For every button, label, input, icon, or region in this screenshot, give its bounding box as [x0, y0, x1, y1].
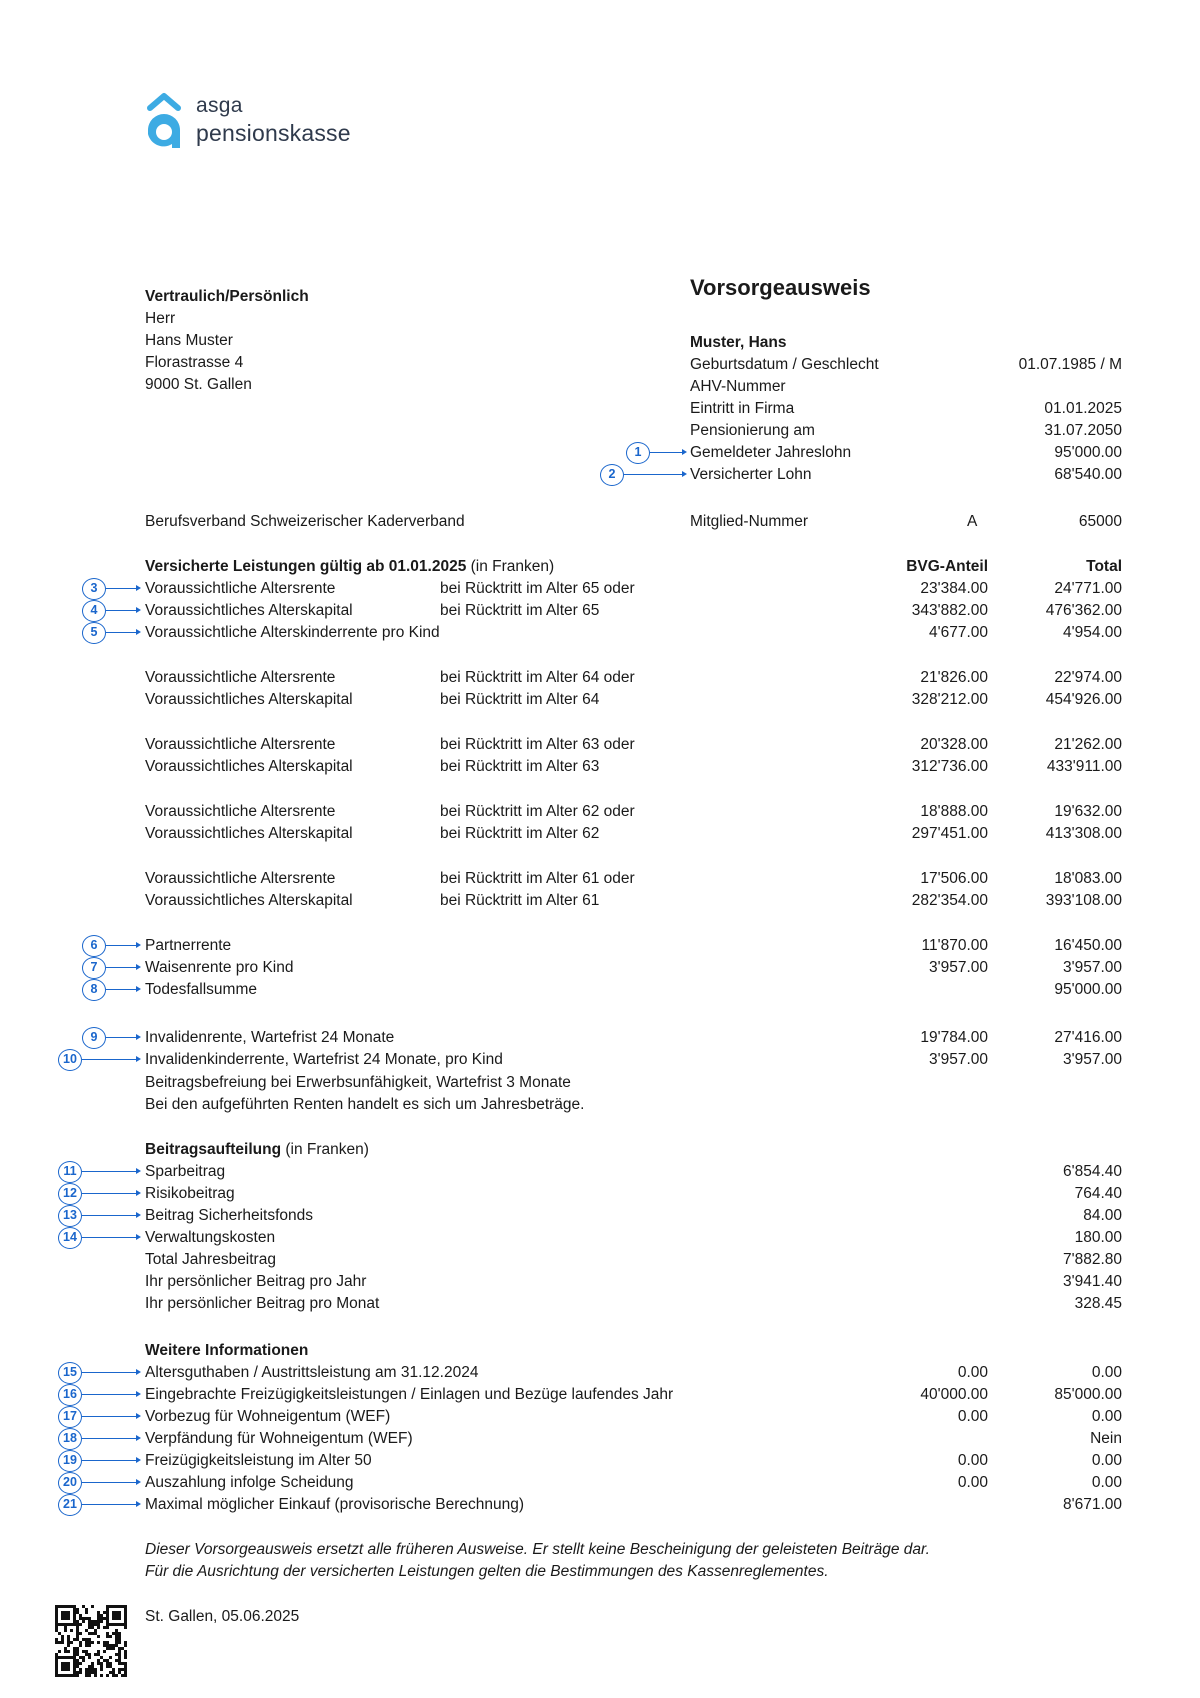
arrow-right-icon — [136, 1234, 141, 1240]
arrow-right-icon — [682, 471, 687, 477]
salutation: Herr — [145, 310, 176, 327]
arrow-right-icon — [136, 1190, 141, 1196]
reference-number-badge: 11 — [58, 1161, 82, 1183]
reference-marker — [0, 1205, 145, 1227]
benefit-bvg-value: 11'870.00 — [921, 937, 988, 954]
contribution-row — [0, 1249, 1200, 1271]
benefit-condition: bei Rücktritt im Alter 62 — [440, 825, 600, 842]
reference-arrow-line — [106, 945, 136, 946]
benefit-bvg-value: 17'506.00 — [920, 870, 988, 887]
arrow-right-icon — [136, 1034, 141, 1040]
benefit-row — [0, 823, 1200, 845]
reference-number-badge: 12 — [58, 1183, 82, 1205]
insured-name: Muster, Hans — [690, 334, 787, 351]
arrow-right-icon — [136, 1168, 141, 1174]
reference-marker — [0, 1183, 145, 1205]
benefit-condition: bei Rücktritt im Alter 64 oder — [440, 669, 635, 686]
reference-marker — [0, 1161, 145, 1183]
benefit-row — [0, 935, 1200, 957]
asga-logo — [142, 90, 402, 160]
reference-number-badge: 18 — [58, 1428, 82, 1450]
qr-code-icon — [55, 1605, 127, 1677]
person-field-value: 31.07.2050 — [1044, 422, 1122, 439]
reference-arrow-line — [106, 1037, 136, 1038]
further-info-label: Altersguthaben / Austrittsleistung am 31.12.2024 — [145, 1364, 479, 1381]
reference-arrow-line — [82, 1059, 136, 1060]
benefit-total-value: 3'957.00 — [1063, 959, 1122, 976]
benefit-bvg-value: 4'677.00 — [929, 624, 988, 641]
footer-disclaimer-2: Für die Ausrichtung der versicherten Leistungen gelten die Bestimmungen des Kassenreglementes. — [145, 1563, 829, 1580]
benefit-row — [0, 578, 1200, 600]
recipient-name: Hans Muster — [145, 332, 233, 349]
reference-number-badge: 10 — [58, 1049, 82, 1071]
further-info-label: Auszahlung infolge Scheidung — [145, 1474, 354, 1491]
person-field-label: Versicherter Lohn — [690, 466, 812, 483]
further-info-total-value: 0.00 — [1091, 1474, 1122, 1491]
reference-arrow-line — [82, 1438, 136, 1439]
further-info-label: Verpfändung für Wohneigentum (WEF) — [145, 1430, 413, 1447]
arrow-right-icon — [136, 629, 141, 635]
benefit-bvg-value: 312'736.00 — [911, 758, 988, 775]
arrow-right-icon — [136, 1413, 141, 1419]
reference-number-badge: 6 — [82, 935, 106, 957]
reference-arrow-line — [82, 1460, 136, 1461]
benefit-label: Voraussichtliche Altersrente — [145, 580, 336, 597]
arrow-right-icon — [136, 1369, 141, 1375]
further-info-heading: Weitere Informationen — [145, 1342, 309, 1359]
person-field-label: Geburtsdatum / Geschlecht — [690, 356, 879, 373]
benefit-row — [0, 868, 1200, 890]
benefit-label: Waisenrente pro Kind — [145, 959, 294, 976]
benefit-total-value: 3'957.00 — [1063, 1051, 1122, 1068]
arrow-right-icon — [136, 1391, 141, 1397]
contribution-label: Verwaltungskosten — [145, 1229, 276, 1246]
benefit-label: Invalidenrente, Wartefrist 24 Monate — [145, 1029, 395, 1046]
benefits-note-annual: Bei den aufgeführten Renten handelt es sich um Jahresbeträge. — [145, 1096, 585, 1113]
further-info-row — [0, 1494, 1200, 1516]
place-date: St. Gallen, 05.06.2025 — [145, 1608, 300, 1625]
benefit-label: Voraussichtliches Alterskapital — [145, 825, 353, 842]
arrow-right-icon — [136, 1435, 141, 1441]
benefit-condition: bei Rücktritt im Alter 64 — [440, 691, 600, 708]
benefit-row — [0, 600, 1200, 622]
benefit-bvg-value: 18'888.00 — [920, 803, 988, 820]
contribution-label: Beitrag Sicherheitsfonds — [145, 1207, 314, 1224]
contribution-label: Ihr persönlicher Beitrag pro Monat — [145, 1295, 380, 1312]
benefit-bvg-value: 282'354.00 — [911, 892, 988, 909]
reference-arrow-line — [650, 452, 682, 453]
further-info-row — [0, 1384, 1200, 1406]
column-header-bvg: BVG-Anteil — [906, 558, 988, 575]
arrow-right-icon — [136, 964, 141, 970]
reference-marker — [0, 1027, 145, 1049]
benefit-bvg-value: 19'784.00 — [920, 1029, 988, 1046]
reference-marker — [0, 1227, 145, 1249]
contribution-row — [0, 1227, 1200, 1249]
reference-number-badge: 21 — [58, 1494, 82, 1516]
reference-number-badge: 16 — [58, 1384, 82, 1406]
reference-number-badge: 4 — [82, 600, 106, 622]
reference-arrow-line — [106, 610, 136, 611]
arrow-right-icon — [136, 1479, 141, 1485]
benefit-total-value: 27'416.00 — [1054, 1029, 1122, 1046]
benefits-heading-bold: Versicherte Leistungen gültig ab 01.01.2025 — [145, 558, 467, 575]
reference-arrow-line — [82, 1193, 136, 1194]
reference-arrow-line — [82, 1215, 136, 1216]
benefit-row — [0, 667, 1200, 689]
benefit-total-value: 413'308.00 — [1045, 825, 1122, 842]
reference-arrow-line — [624, 474, 682, 475]
reference-number-badge: 14 — [58, 1227, 82, 1249]
reference-arrow-line — [106, 967, 136, 968]
contribution-label: Risikobeitrag — [145, 1185, 235, 1202]
benefit-label: Voraussichtliche Alterskinderrente pro Kind — [145, 624, 440, 641]
benefits-heading — [145, 556, 554, 578]
reference-marker — [0, 957, 145, 979]
reference-marker — [0, 600, 145, 622]
contribution-row — [0, 1205, 1200, 1227]
reference-arrow-line — [82, 1482, 136, 1483]
reference-number-badge: 8 — [82, 979, 106, 1001]
benefit-bvg-value: 3'957.00 — [929, 1051, 988, 1068]
benefit-bvg-value: 21'826.00 — [920, 669, 988, 686]
logo-text-pensionskasse: pensionskasse — [196, 120, 351, 146]
arrow-right-icon — [136, 1457, 141, 1463]
further-info-bvg-value: 0.00 — [957, 1474, 988, 1491]
benefit-condition: bei Rücktritt im Alter 61 — [440, 892, 600, 909]
arrow-right-icon — [136, 986, 141, 992]
arrow-right-icon — [136, 942, 141, 948]
benefit-row — [0, 756, 1200, 778]
benefit-total-value: 95'000.00 — [1054, 981, 1122, 998]
benefit-label: Voraussichtliches Alterskapital — [145, 758, 353, 775]
recipient-street: Florastrasse 4 — [145, 354, 244, 371]
arrow-right-icon — [136, 1056, 141, 1062]
benefit-row — [0, 801, 1200, 823]
contribution-value: 764.40 — [1074, 1185, 1122, 1202]
contribution-value: 7'882.80 — [1063, 1251, 1122, 1268]
reference-arrow-line — [106, 989, 136, 990]
reference-marker — [0, 1428, 145, 1450]
reference-marker — [0, 1494, 145, 1516]
arrow-right-icon — [682, 449, 687, 455]
further-info-total-value: Nein — [1090, 1430, 1122, 1447]
reference-marker — [0, 979, 145, 1001]
benefit-label: Voraussichtliche Altersrente — [145, 803, 336, 820]
reference-marker — [0, 1406, 145, 1428]
contribution-value: 6'854.40 — [1063, 1163, 1122, 1180]
benefit-total-value: 16'450.00 — [1054, 937, 1122, 954]
benefit-bvg-value: 297'451.00 — [911, 825, 988, 842]
benefit-row — [0, 979, 1200, 1001]
benefit-bvg-value: 328'212.00 — [911, 691, 988, 708]
benefit-row — [0, 689, 1200, 711]
benefit-condition: bei Rücktritt im Alter 65 — [440, 602, 600, 619]
arrow-right-icon — [136, 607, 141, 613]
benefit-condition: bei Rücktritt im Alter 65 oder — [440, 580, 635, 597]
further-info-row — [0, 1428, 1200, 1450]
reference-marker — [0, 578, 145, 600]
benefit-total-value: 21'262.00 — [1054, 736, 1122, 753]
person-field-label: Eintritt in Firma — [690, 400, 795, 417]
reference-number-badge: 15 — [58, 1362, 82, 1384]
further-info-bvg-value: 0.00 — [957, 1452, 988, 1469]
reference-arrow-line — [106, 588, 136, 589]
benefit-total-value: 19'632.00 — [1054, 803, 1122, 820]
benefit-condition: bei Rücktritt im Alter 62 oder — [440, 803, 635, 820]
person-field-label: Pensionierung am — [690, 422, 815, 439]
contribution-row — [0, 1183, 1200, 1205]
further-info-row — [0, 1362, 1200, 1384]
contribution-value: 328.45 — [1074, 1295, 1122, 1312]
member-class: A — [967, 513, 978, 530]
benefit-label: Partnerrente — [145, 937, 232, 954]
reference-marker — [0, 1049, 145, 1071]
further-info-row — [0, 1406, 1200, 1428]
reference-number-badge: 5 — [82, 622, 106, 644]
benefit-total-value: 476'362.00 — [1045, 602, 1122, 619]
benefit-condition: bei Rücktritt im Alter 61 oder — [440, 870, 635, 887]
benefit-label: Voraussichtliche Altersrente — [145, 669, 336, 686]
contribution-value: 84.00 — [1083, 1207, 1122, 1224]
further-info-total-value: 0.00 — [1091, 1452, 1122, 1469]
benefit-bvg-value: 343'882.00 — [911, 602, 988, 619]
benefit-total-value: 454'926.00 — [1045, 691, 1122, 708]
logo-text-asga: asga — [196, 94, 243, 117]
benefit-label: Voraussichtliches Alterskapital — [145, 892, 353, 909]
benefit-total-value: 4'954.00 — [1063, 624, 1122, 641]
benefit-row — [0, 1049, 1200, 1071]
asga-logo-mark-icon — [142, 90, 186, 156]
further-info-total-value: 8'671.00 — [1063, 1496, 1122, 1513]
benefits-note-premium-waiver: Beitragsbefreiung bei Erwerbsunfähigkeit, Wartefrist 3 Monate — [145, 1074, 571, 1091]
reference-number-badge: 2 — [600, 464, 624, 486]
arrow-right-icon — [136, 1501, 141, 1507]
benefit-row — [0, 734, 1200, 756]
benefit-label: Voraussichtliches Alterskapital — [145, 691, 353, 708]
arrow-right-icon — [136, 1212, 141, 1218]
reference-marker — [0, 1384, 145, 1406]
reference-number-badge: 13 — [58, 1205, 82, 1227]
reference-number-badge: 17 — [58, 1406, 82, 1428]
benefit-condition: bei Rücktritt im Alter 63 — [440, 758, 600, 775]
benefit-total-value: 393'108.00 — [1045, 892, 1122, 909]
reference-number-badge: 9 — [82, 1027, 106, 1049]
reference-number-badge: 3 — [82, 578, 106, 600]
benefits-heading-suffix: (in Franken) — [466, 558, 555, 575]
benefit-row — [0, 890, 1200, 912]
person-field-label: AHV-Nummer — [690, 378, 786, 395]
benefit-label: Invalidenkinderrente, Wartefrist 24 Monate, pro Kind — [145, 1051, 503, 1068]
person-field-label: Gemeldeter Jahreslohn — [690, 444, 852, 461]
person-field-value: 95'000.00 — [1054, 444, 1122, 461]
reference-number-badge: 7 — [82, 957, 106, 979]
reference-arrow-line — [82, 1372, 136, 1373]
association-name: Berufsverband Schweizerischer Kaderverband — [145, 513, 465, 530]
further-info-total-value: 0.00 — [1091, 1364, 1122, 1381]
reference-arrow-line — [82, 1394, 136, 1395]
reference-arrow-line — [82, 1416, 136, 1417]
benefit-row — [0, 957, 1200, 979]
member-number: 65000 — [1078, 513, 1122, 530]
contribution-row — [0, 1271, 1200, 1293]
contributions-heading-suffix: (in Franken) — [281, 1141, 369, 1158]
contributions-heading — [145, 1139, 369, 1161]
footer-disclaimer-1: Dieser Vorsorgeausweis ersetzt alle früheren Ausweise. Er stellt keine Bescheinigung der geleisteten Beiträge dar. — [145, 1541, 930, 1558]
contribution-label: Total Jahresbeitrag — [145, 1251, 276, 1268]
arrow-right-icon — [136, 585, 141, 591]
benefit-total-value: 18'083.00 — [1054, 870, 1122, 887]
further-info-label: Vorbezug für Wohneigentum (WEF) — [145, 1408, 391, 1425]
benefit-total-value: 24'771.00 — [1054, 580, 1122, 597]
document-title: Vorsorgeausweis — [690, 275, 871, 300]
contribution-row — [0, 1161, 1200, 1183]
benefit-row — [0, 622, 1200, 644]
confidential-label: Vertraulich/Persönlich — [145, 288, 309, 305]
benefit-bvg-value: 20'328.00 — [920, 736, 988, 753]
further-info-label: Freizügigkeitsleistung im Alter 50 — [145, 1452, 372, 1469]
further-info-label: Eingebrachte Freizügigkeitsleistungen / Einlagen und Bezüge laufendes Jahr — [145, 1386, 674, 1403]
person-field-value: 68'540.00 — [1054, 466, 1122, 483]
reference-arrow-line — [82, 1504, 136, 1505]
recipient-city: 9000 St. Gallen — [145, 376, 252, 393]
reference-marker — [590, 442, 690, 464]
benefit-condition: bei Rücktritt im Alter 63 oder — [440, 736, 635, 753]
reference-number-badge: 1 — [626, 442, 650, 464]
reference-marker — [590, 464, 690, 486]
reference-arrow-line — [106, 632, 136, 633]
member-number-label: Mitglied-Nummer — [690, 513, 808, 530]
benefit-label: Voraussichtliche Altersrente — [145, 736, 336, 753]
contribution-value: 3'941.40 — [1063, 1273, 1122, 1290]
column-header-total: Total — [1086, 558, 1122, 575]
benefit-bvg-value: 3'957.00 — [929, 959, 988, 976]
benefit-label: Voraussichtliche Altersrente — [145, 870, 336, 887]
further-info-bvg-value: 0.00 — [957, 1364, 988, 1381]
contributions-heading-bold: Beitragsaufteilung — [145, 1141, 282, 1158]
further-info-total-value: 85'000.00 — [1054, 1386, 1122, 1403]
benefit-row — [0, 1027, 1200, 1049]
benefit-label: Voraussichtliches Alterskapital — [145, 602, 353, 619]
reference-arrow-line — [82, 1171, 136, 1172]
reference-marker — [0, 1472, 145, 1494]
benefit-label: Todesfallsumme — [145, 981, 257, 998]
person-field-value: 01.07.1985 / M — [1018, 356, 1122, 373]
reference-marker — [0, 935, 145, 957]
further-info-row — [0, 1450, 1200, 1472]
further-info-bvg-value: 40'000.00 — [920, 1386, 988, 1403]
further-info-row — [0, 1472, 1200, 1494]
benefit-total-value: 433'911.00 — [1046, 758, 1122, 775]
reference-marker — [0, 1450, 145, 1472]
contribution-label: Ihr persönlicher Beitrag pro Jahr — [145, 1273, 367, 1290]
further-info-total-value: 0.00 — [1091, 1408, 1122, 1425]
reference-number-badge: 20 — [58, 1472, 82, 1494]
benefit-total-value: 22'974.00 — [1054, 669, 1122, 686]
contribution-label: Sparbeitrag — [145, 1163, 226, 1180]
contribution-row — [0, 1293, 1200, 1315]
reference-arrow-line — [82, 1237, 136, 1238]
reference-marker — [0, 1362, 145, 1384]
reference-marker — [0, 622, 145, 644]
contribution-value: 180.00 — [1074, 1229, 1122, 1246]
person-field-value: 01.01.2025 — [1044, 400, 1122, 417]
reference-number-badge: 19 — [58, 1450, 82, 1472]
further-info-bvg-value: 0.00 — [957, 1408, 988, 1425]
benefit-bvg-value: 23'384.00 — [920, 580, 988, 597]
further-info-label: Maximal möglicher Einkauf (provisorische Berechnung) — [145, 1496, 525, 1513]
